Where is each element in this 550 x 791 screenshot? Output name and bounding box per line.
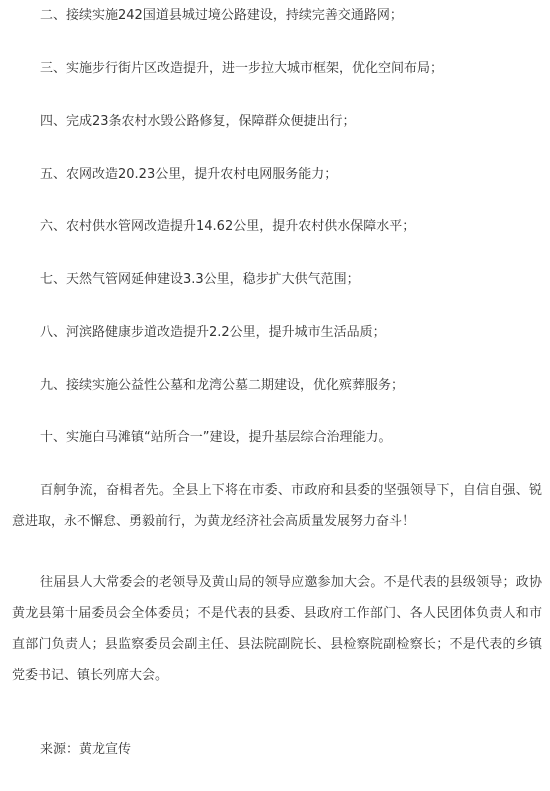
list-item: 三、实施步行街片区改造提升，进一步拉大城市框架，优化空间布局；	[40, 61, 444, 76]
list-item: 五、农网改造20.23公里，提升农村电网服务能力；	[40, 167, 338, 182]
list-item: 四、完成23条农村水毁公路修复，保障群众便捷出行；	[40, 114, 356, 129]
closing-paragraph: 百舸争流，奋楫者先。全县上下将在市委、市政府和县委的坚强领导下，自信自强、锐意进取，永不懈怠、勇毅前行，为黄龙经济社会高质量发展努力奋斗！	[12, 483, 542, 529]
list-item: 二、接续实施242国道县城过境公路建设，持续完善交通路网；	[40, 8, 403, 23]
attendance-paragraph: 往届县人大常委会的老领导及黄山局的领导应邀参加大会。不是代表的县级领导；政协黄龙县第十届委员会全体委员；不是代表的县委、县政府工作部门、各人民团体负责人和市直部门负责人；县监察委员会副主任、县法院副院长、县检察院副检察长；不是代表的乡镇党委书记、镇长列席大会。	[12, 575, 542, 683]
list-item: 九、接续实施公益性公墓和龙湾公墓二期建设，优化殡葬服务；	[40, 378, 405, 393]
list-item: 七、天然气管网延伸建设3.3公里，稳步扩大供气范围；	[40, 272, 360, 287]
list-item: 八、河滨路健康步道改造提升2.2公里，提升城市生活品质；	[40, 325, 386, 340]
source-line: 来源：黄龙宣传	[40, 742, 132, 757]
list-item: 十、实施白马滩镇“站所合一”建设，提升基层综合治理能力。	[40, 430, 392, 445]
list-item: 六、农村供水管网改造提升14.62公里，提升农村供水保障水平；	[40, 219, 416, 234]
